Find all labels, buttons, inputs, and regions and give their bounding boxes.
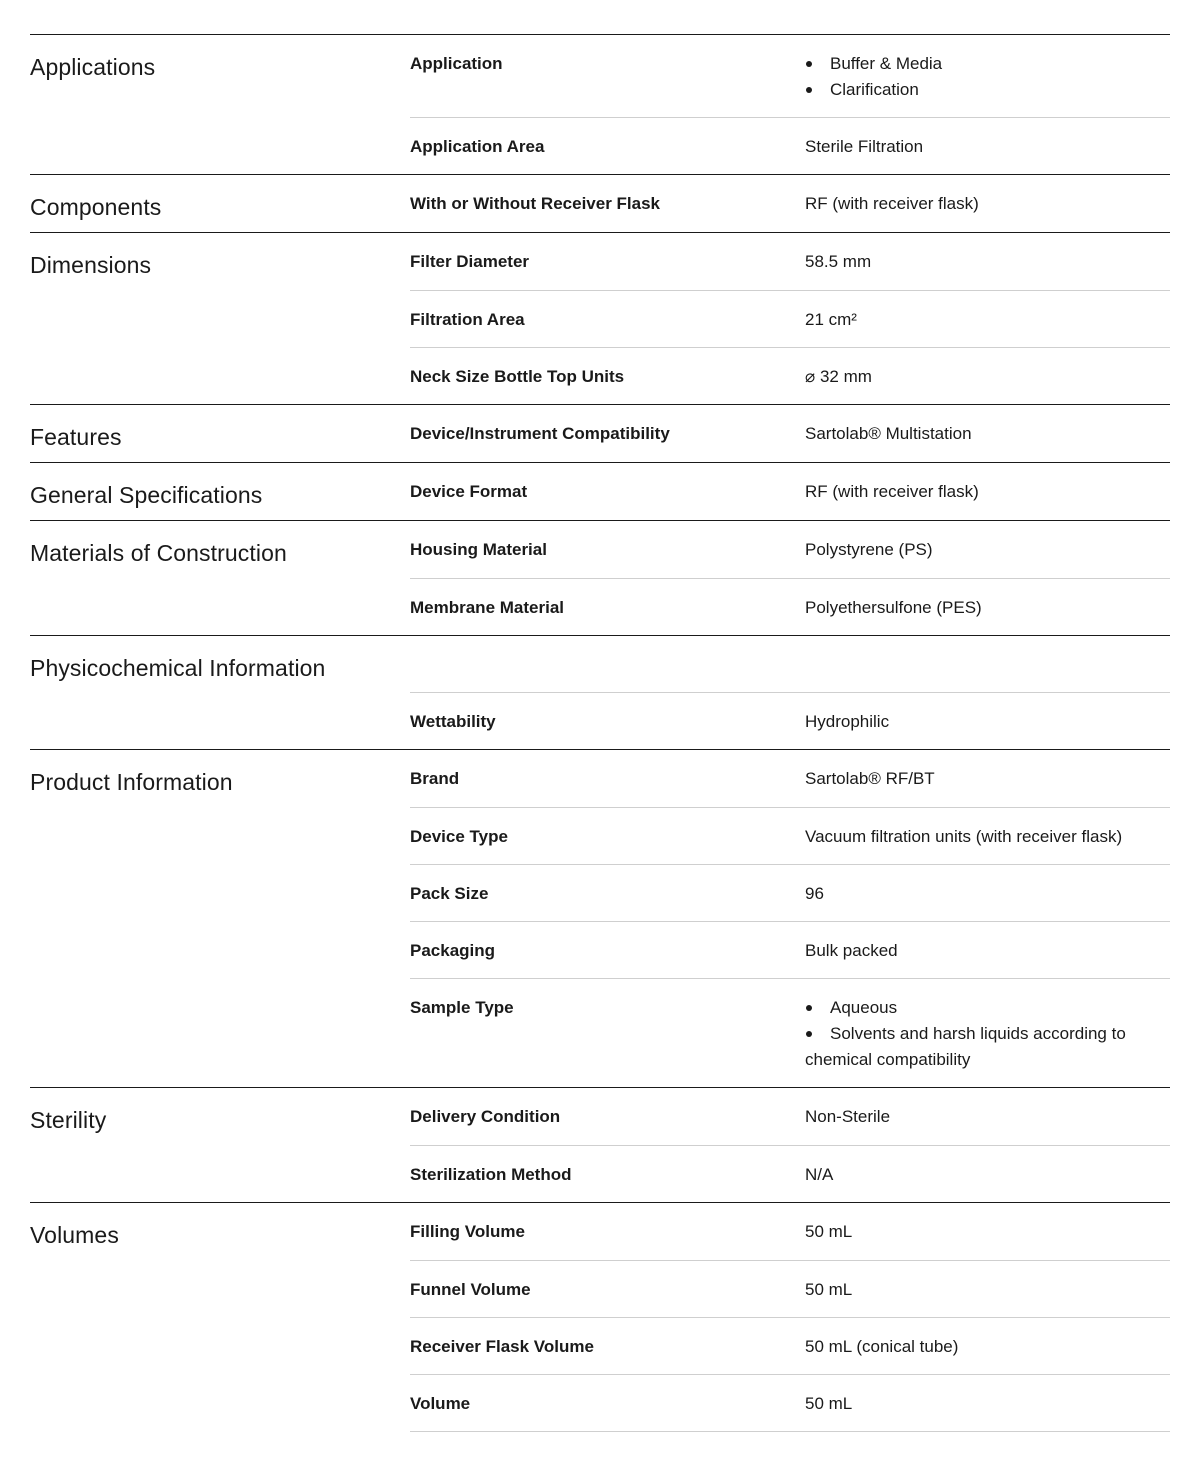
- spec-row: [410, 117, 1170, 174]
- bullet-list: [805, 51, 1170, 103]
- spec-group-dimensions: [30, 232, 1170, 404]
- spec-value: Non-Sterile: [805, 1107, 891, 1126]
- spec-value: 50 mL: [805, 1222, 853, 1241]
- group-title: Features: [30, 424, 122, 450]
- spec-row: [410, 521, 1170, 578]
- spec-label: Application Area: [410, 137, 545, 156]
- spec-group-volumes: [30, 1202, 1170, 1432]
- spec-row: [410, 175, 1170, 232]
- spec-row: [410, 290, 1170, 347]
- spec-value: 21 cm²: [805, 310, 857, 329]
- spec-value: [805, 995, 1170, 1073]
- divider: [410, 1431, 1170, 1432]
- spec-group-physicochemical-information: [30, 635, 1170, 749]
- spec-label: Device/Instrument Compatibility: [410, 424, 670, 443]
- spec-row: [410, 35, 1170, 117]
- group-title: Applications: [30, 54, 156, 80]
- spec-label: Device Type: [410, 827, 508, 846]
- spec-group-sterility: [30, 1087, 1170, 1202]
- spec-label: Application: [410, 54, 503, 73]
- spec-label: Funnel Volume: [410, 1280, 531, 1299]
- spec-row: [410, 1260, 1170, 1317]
- spec-row: [410, 978, 1170, 1087]
- spec-label: Neck Size Bottle Top Units: [410, 367, 625, 386]
- spec-rows: [410, 1088, 1170, 1202]
- spec-rows: [410, 521, 1170, 635]
- spec-label: Packaging: [410, 941, 496, 960]
- spec-value: Vacuum filtration units (with receiver flask): [805, 827, 1123, 846]
- spec-group-product-information: [30, 749, 1170, 1087]
- bullet-item: Aqueous: [805, 995, 1170, 1021]
- spec-row: [410, 1203, 1170, 1260]
- spec-label: Housing Material: [410, 540, 547, 559]
- spec-value: Polyethersulfone (PES): [805, 598, 982, 617]
- spec-label: Pack Size: [410, 884, 489, 903]
- spec-label: Membrane Material: [410, 598, 564, 617]
- spec-row: [410, 921, 1170, 978]
- spec-value: Hydrophilic: [805, 712, 890, 731]
- spec-label: Device Format: [410, 482, 528, 501]
- spec-value: 58.5 mm: [805, 252, 872, 271]
- spec-label: Brand: [410, 769, 460, 788]
- group-title: Product Information: [30, 769, 233, 795]
- spec-row: [410, 1088, 1170, 1145]
- spec-group-features: [30, 404, 1170, 462]
- spec-group-applications: [30, 34, 1170, 174]
- spec-value: RF (with receiver flask): [805, 194, 979, 213]
- spec-label: Sterilization Method: [410, 1165, 572, 1184]
- spec-row: [410, 463, 1170, 520]
- spec-row: [410, 864, 1170, 921]
- spec-value: 96: [805, 884, 824, 903]
- spec-label: Volume: [410, 1394, 471, 1413]
- spec-row: [410, 347, 1170, 404]
- spec-rows: [410, 405, 1170, 462]
- spec-row: [410, 750, 1170, 807]
- spec-rows: [410, 233, 1170, 404]
- spec-row: [410, 233, 1170, 290]
- spec-rows: [410, 1203, 1170, 1432]
- spec-row: [410, 578, 1170, 635]
- spec-rows: [410, 636, 1170, 749]
- bullet-item: Buffer & Media: [805, 51, 1170, 77]
- spec-value: [805, 51, 1170, 103]
- spec-group-materials-of-construction: [30, 520, 1170, 635]
- group-title: Dimensions: [30, 252, 152, 278]
- group-title: Volumes: [30, 1222, 119, 1248]
- spec-row: [410, 1145, 1170, 1202]
- spec-label: Filtration Area: [410, 310, 525, 329]
- spec-group-general-specifications: [30, 462, 1170, 520]
- spec-row: [410, 1317, 1170, 1374]
- spec-label: Wettability: [410, 712, 496, 731]
- spec-label: Sample Type: [410, 998, 514, 1017]
- bullet-item: Solvents and harsh liquids according to chemical compatibility: [805, 1021, 1170, 1073]
- spec-value: ⌀ 32 mm: [805, 367, 872, 386]
- spec-value: 50 mL (conical tube): [805, 1337, 959, 1356]
- spec-label: Receiver Flask Volume: [410, 1337, 594, 1356]
- group-title: Components: [30, 194, 162, 220]
- spec-rows: [410, 35, 1170, 174]
- spec-rows: [410, 175, 1170, 232]
- spec-value: N/A: [805, 1165, 834, 1184]
- spec-group-components: [30, 174, 1170, 232]
- specifications-table: [30, 34, 1170, 1432]
- group-title: Materials of Construction: [30, 540, 287, 566]
- spec-value: 50 mL: [805, 1280, 853, 1299]
- group-title: Sterility: [30, 1107, 107, 1133]
- spec-value: Bulk packed: [805, 941, 898, 960]
- spec-label: Filling Volume: [410, 1222, 525, 1241]
- spec-label: With or Without Receiver Flask: [410, 194, 661, 213]
- spec-value: Polystyrene (PS): [805, 540, 933, 559]
- bullet-list: [805, 995, 1170, 1073]
- spec-rows: [410, 750, 1170, 1087]
- spec-value: Sartolab® RF/BT: [805, 769, 935, 788]
- spec-value: 50 mL: [805, 1394, 853, 1413]
- bullet-item: Clarification: [805, 77, 1170, 103]
- spec-row: [410, 1374, 1170, 1431]
- spec-value: Sterile Filtration: [805, 137, 924, 156]
- spec-label: Filter Diameter: [410, 252, 530, 271]
- spec-value: Sartolab® Multistation: [805, 424, 972, 443]
- spec-row: [410, 692, 1170, 749]
- group-title: Physicochemical Information: [30, 655, 326, 681]
- spec-rows: [410, 463, 1170, 520]
- group-title: General Specifications: [30, 482, 263, 508]
- spec-row: [410, 807, 1170, 864]
- spec-row: [410, 405, 1170, 462]
- spec-value: RF (with receiver flask): [805, 482, 979, 501]
- spec-label: Delivery Condition: [410, 1107, 561, 1126]
